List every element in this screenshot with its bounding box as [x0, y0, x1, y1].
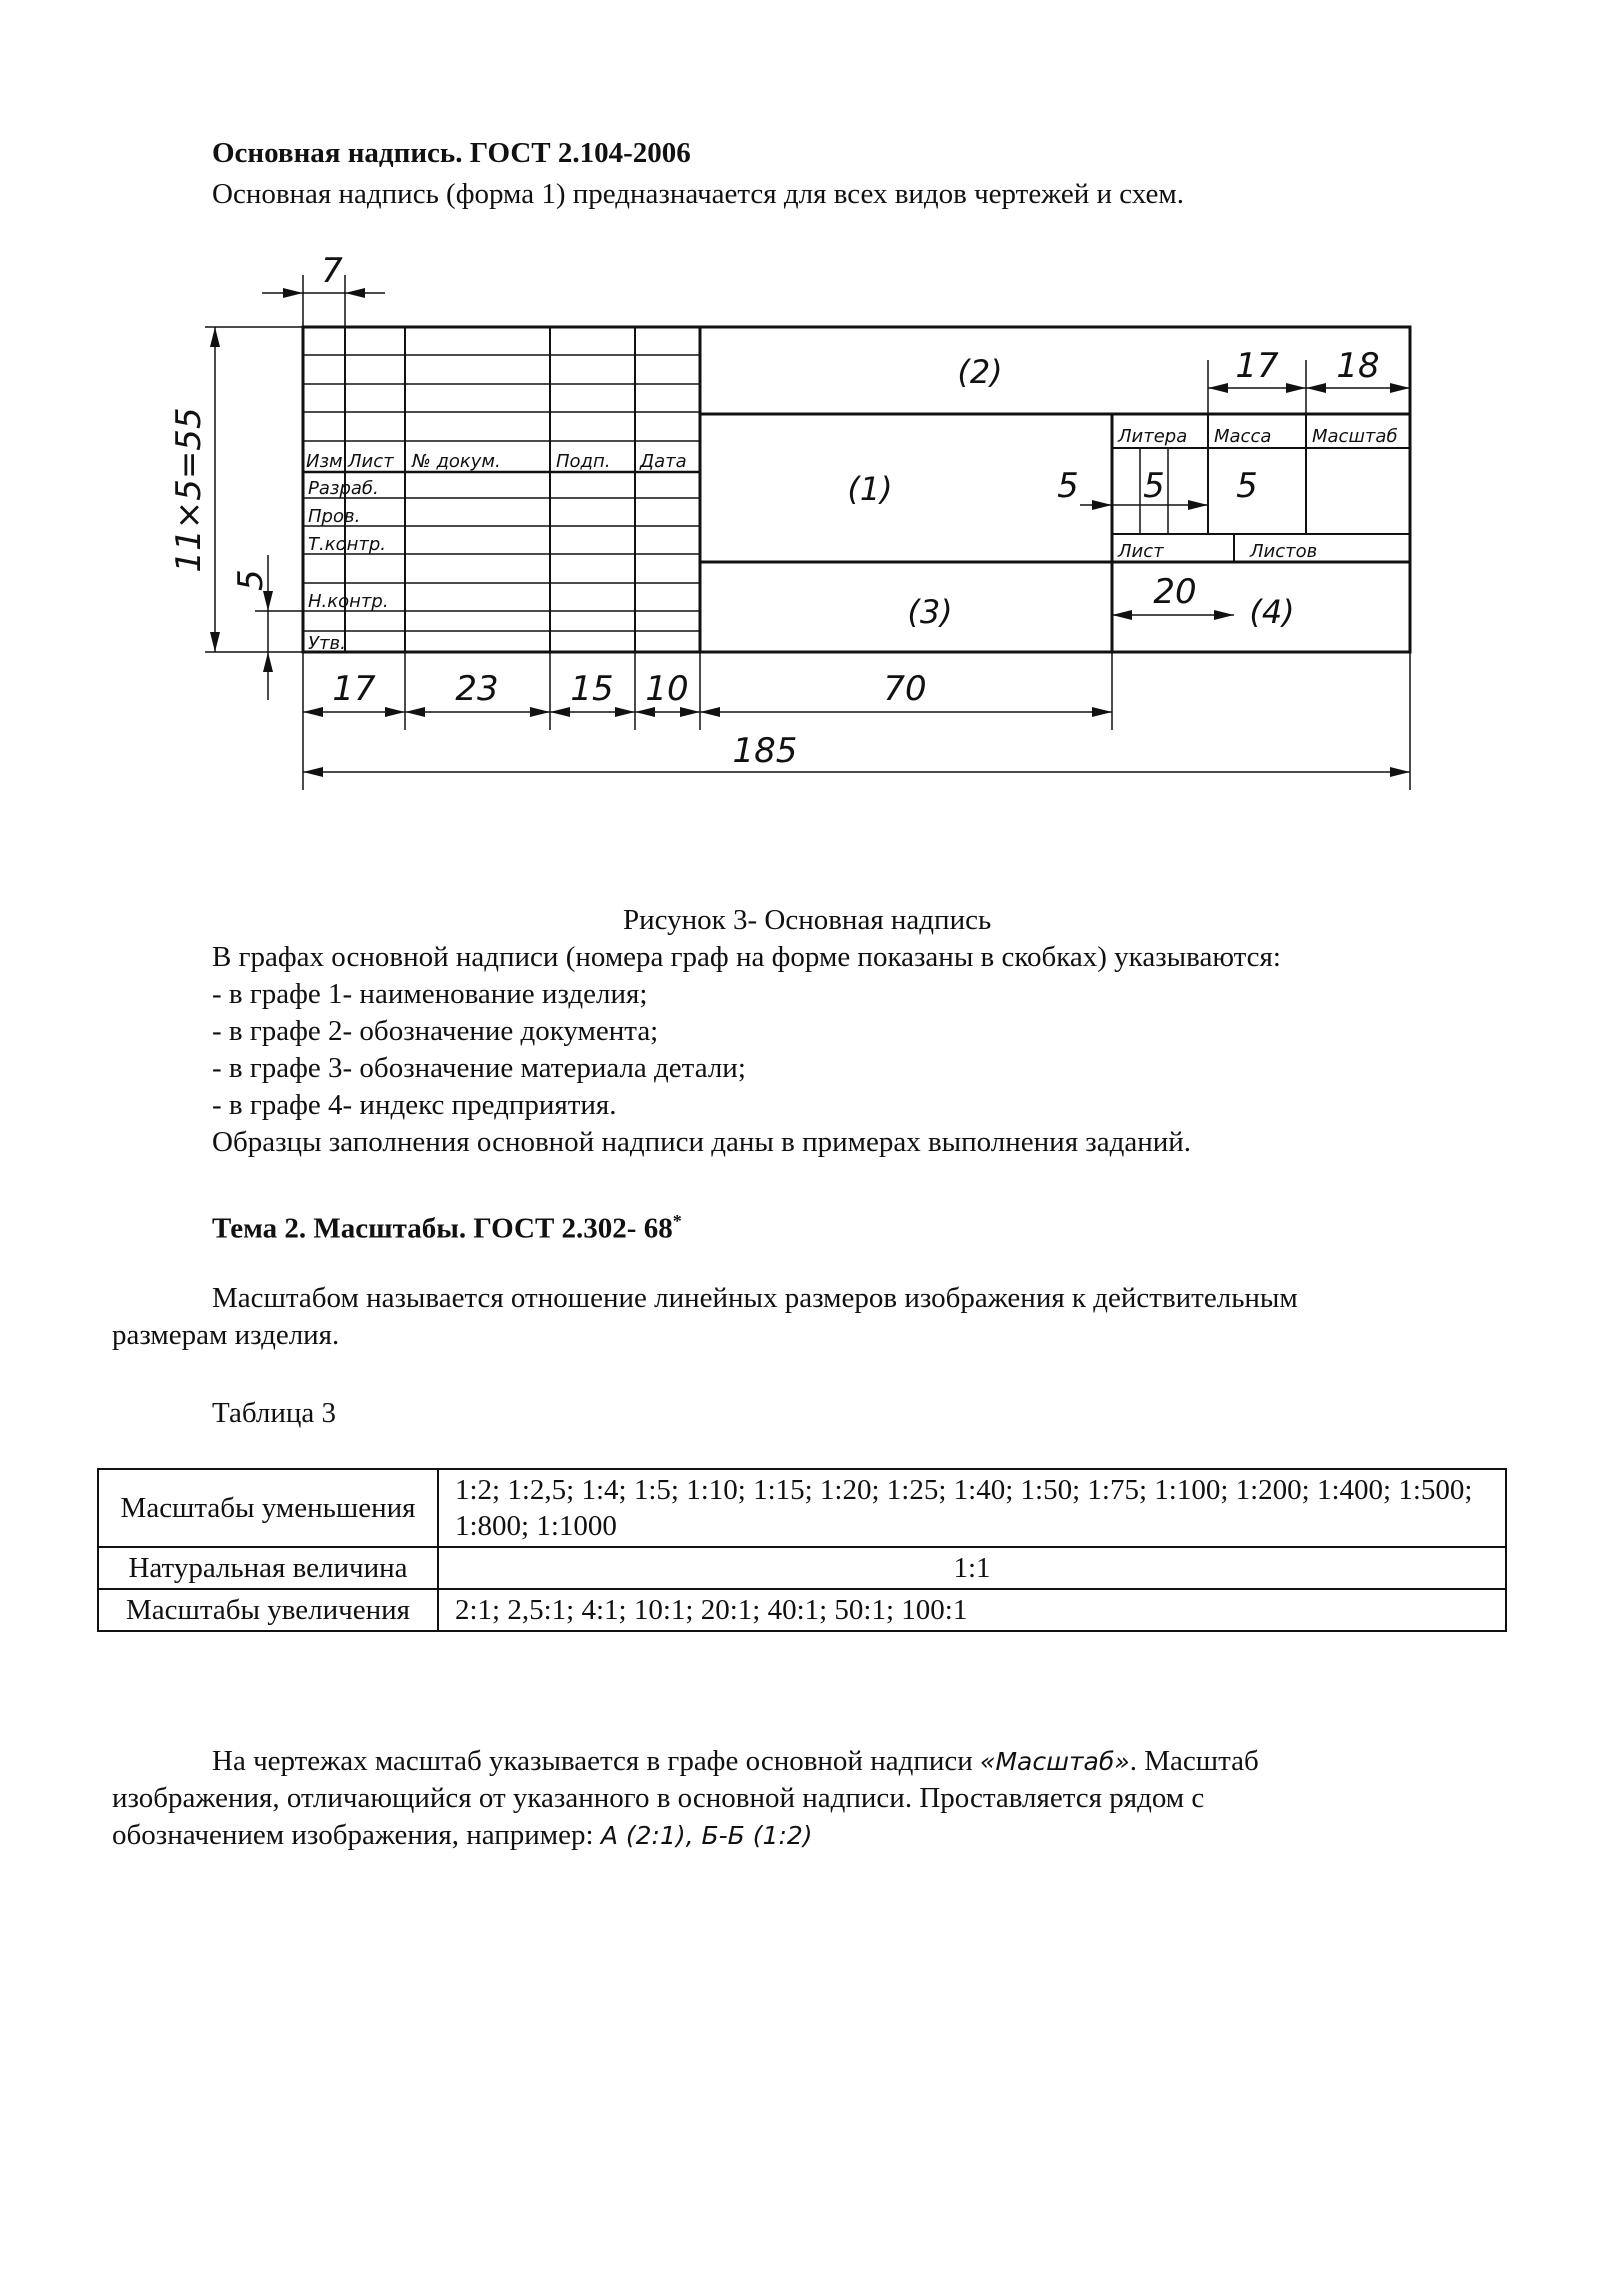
field-1-label: (1)	[847, 470, 893, 508]
right-label-litera: Литера	[1118, 426, 1188, 447]
dim-row: 5	[231, 569, 271, 591]
dim-bottom-10: 10	[645, 669, 689, 709]
table-row	[98, 1589, 1506, 1631]
right-label-massa: Масса	[1214, 426, 1272, 447]
heading-main-inscription: Основная надпись. ГОСТ 2.104-2006	[212, 137, 691, 169]
dim-20: 20	[1153, 572, 1197, 612]
table-row	[98, 1469, 1506, 1547]
field-3-label: (3)	[907, 593, 953, 631]
para-line-1	[212, 1743, 1259, 1780]
heading-scales-sup: *	[672, 1211, 682, 1231]
table-label: Таблица 3	[212, 1397, 337, 1429]
dim-bottom-15: 15	[570, 669, 614, 709]
row-label-razrab: Разраб.	[308, 478, 379, 499]
field-4-label: (4)	[1249, 593, 1295, 631]
header-label-doc: № докум.	[412, 451, 501, 472]
para-line-3-a: обозначением изображения, например:	[112, 1819, 601, 1851]
figure-caption: Рисунок 3- Основная надпись	[623, 904, 992, 936]
para-line-1-a: На чертежах масштаб указывается в графе основной надписи	[212, 1745, 981, 1777]
dim-bottom-17: 17	[332, 669, 376, 709]
dim-18-right: 18	[1336, 346, 1380, 386]
row-name-reduction: Масштабы уменьшения	[98, 1469, 438, 1547]
para-line-1-italic: «Масштаб»	[980, 1747, 1130, 1776]
header-label-izm: Изм	[306, 451, 343, 472]
list-item: - в графе 2- обозначение документа;	[212, 1015, 659, 1047]
header-label-list: Лист	[348, 451, 394, 472]
para-line-1-b: . Масштаб	[1129, 1745, 1259, 1777]
para-line-3-italic: А (2:1), Б-Б (1:2)	[600, 1821, 813, 1850]
dim-17-right: 17	[1235, 346, 1279, 386]
field-2-label: (2)	[957, 353, 1003, 391]
row-label-tkontr: Т.контр.	[308, 534, 387, 555]
right-label-masshtab: Масштаб	[1312, 426, 1398, 447]
dim-total: 185	[732, 731, 798, 771]
dim-5-b: 5	[1143, 466, 1165, 506]
definition-line-1: Масштабом называется отношение линейных размеров изображения к действительным	[212, 1282, 1298, 1314]
header-label-sign: Подп.	[556, 451, 611, 472]
list-item: - в графе 3- обозначение материала детали;	[212, 1052, 746, 1084]
row-values-natural: 1:1	[438, 1547, 1506, 1589]
heading-scales-text: Тема 2. Масштабы. ГОСТ 2.302- 68	[212, 1212, 673, 1245]
scales-table	[97, 1468, 1507, 1632]
dim-height: 11×5=55	[169, 407, 209, 573]
samples-note: Образцы заполнения основной надписи даны в примерах выполнения заданий.	[212, 1126, 1192, 1158]
row-label-nkontr: Н.контр.	[308, 591, 389, 612]
dim-bottom-70: 70	[883, 669, 927, 709]
dim-bottom-23: 23	[455, 669, 499, 709]
heading-scales	[212, 1203, 682, 1247]
intro-text: Основная надпись (форма 1) предназначается для всех видов чертежей и схем.	[212, 178, 1185, 210]
row-label-prov: Пров.	[308, 506, 361, 527]
para-line-2: изображения, отличающийся от указанного в основной надписи. Проставляется рядом с	[112, 1782, 1205, 1814]
row-name-natural: Натуральная величина	[98, 1547, 438, 1589]
right-label-list: Лист	[1118, 541, 1164, 562]
dim-5-c: 5	[1236, 466, 1258, 506]
table-row	[98, 1547, 1506, 1589]
list-item: - в графе 1- наименование изделия;	[212, 978, 648, 1010]
row-label-utv: Утв.	[308, 633, 346, 654]
para-line-3	[112, 1817, 813, 1854]
header-label-date: Дата	[640, 451, 687, 472]
dim-5-a: 5	[1057, 466, 1079, 506]
row-values-enlargement: 2:1; 2,5:1; 4:1; 10:1; 20:1; 40:1; 50:1; 100:1	[438, 1589, 1506, 1631]
right-label-listov: Листов	[1250, 541, 1318, 562]
list-intro: В графах основной надписи (номера граф на форме показаны в скобках) указываются:	[212, 941, 1281, 973]
dim-top: 7	[321, 251, 343, 291]
title-block-drawing	[0, 0, 1624, 900]
definition-line-2: размерам изделия.	[112, 1319, 340, 1351]
list-item: - в графе 4- индекс предприятия.	[212, 1089, 617, 1121]
row-values-reduction: 1:2; 1:2,5; 1:4; 1:5; 1:10; 1:15; 1:20; 1:25; 1:40; 1:50; 1:75; 1:100; 1:200; 1:400; 1:500; 1:800; 1:1000	[438, 1469, 1506, 1547]
row-name-enlargement: Масштабы увеличения	[98, 1589, 438, 1631]
